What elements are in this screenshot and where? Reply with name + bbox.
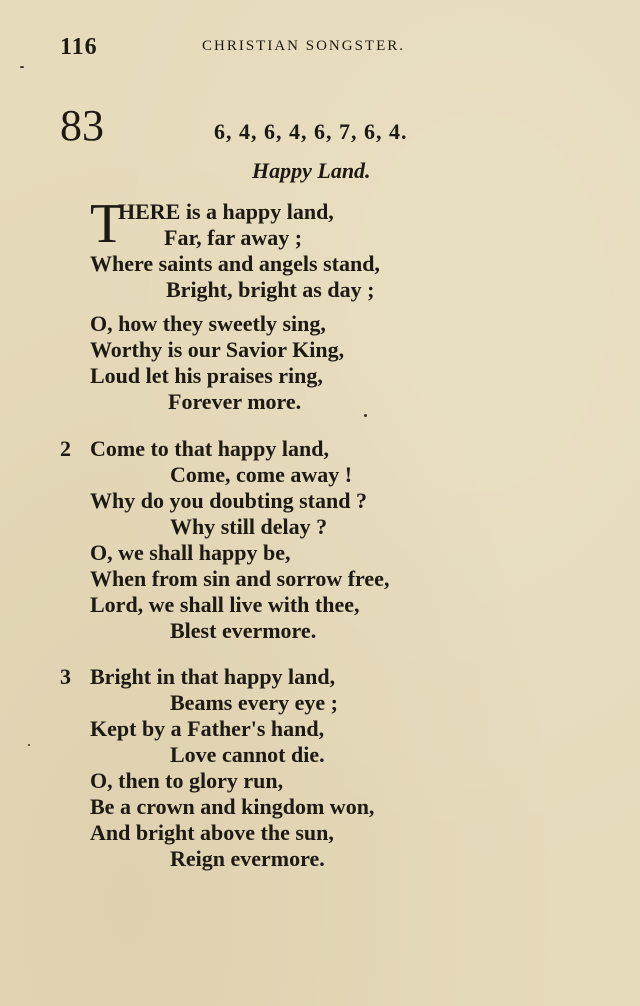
verse-line: O, we shall happy be, [90,540,291,565]
verse-line: Be a crown and kingdom won, [90,794,375,819]
verse-line: Where saints and angels stand, [90,251,380,276]
hymn-number: 83 [60,101,104,150]
verse-line: T HERE is a happy land, [90,193,334,255]
verse-line: Beams every eye ; [170,690,338,715]
verse-line: Reign evermore. [170,846,325,871]
verse-1 [60,193,480,415]
verse-line: 2 Come to that happy land, [60,436,329,461]
verse-line: Loud let his praises ring, [90,363,323,388]
verse-number: 3 [60,664,71,689]
hymn-title: Happy Land. [252,158,371,183]
verse-line: Far, far away ; [164,225,303,250]
verse-line: Forever more. [168,389,302,414]
verse-line: Love cannot die. [170,742,325,767]
verse-line: Why still delay ? [170,514,328,539]
verse-line: O, then to glory run, [90,768,284,793]
verse-line: Bright, bright as day ; [166,277,375,302]
drop-cap: T [90,193,125,255]
verse-line: Why do you doubting stand ? [90,488,367,513]
verse-line: Worthy is our Savior King, [90,337,345,362]
verse-line: 3 Bright in that happy land, [60,664,336,689]
verse-2 [60,436,480,644]
verse-line: Come, come away ! [170,462,353,487]
verse-number: 2 [60,436,71,461]
page-header [60,34,460,58]
verse-line: O, how they sweetly sing, [90,311,326,336]
running-title: CHRISTIAN SONGSTER. [202,38,406,54]
verse-line: When from sin and sorrow free, [90,566,390,591]
page-number: 116 [60,34,98,60]
ink-speck [364,414,367,417]
hymn-meter: 6, 4, 6, 4, 6, 7, 6, 4. [214,119,408,144]
verse-line: And bright above the sun, [90,820,334,845]
verse-line: Blest evermore. [170,618,317,643]
verse-line: Kept by a Father's hand, [90,716,325,741]
verse-3 [60,664,480,872]
ink-speck [28,744,30,746]
verse-line: Lord, we shall live with thee, [90,592,360,617]
ink-speck [20,66,24,68]
